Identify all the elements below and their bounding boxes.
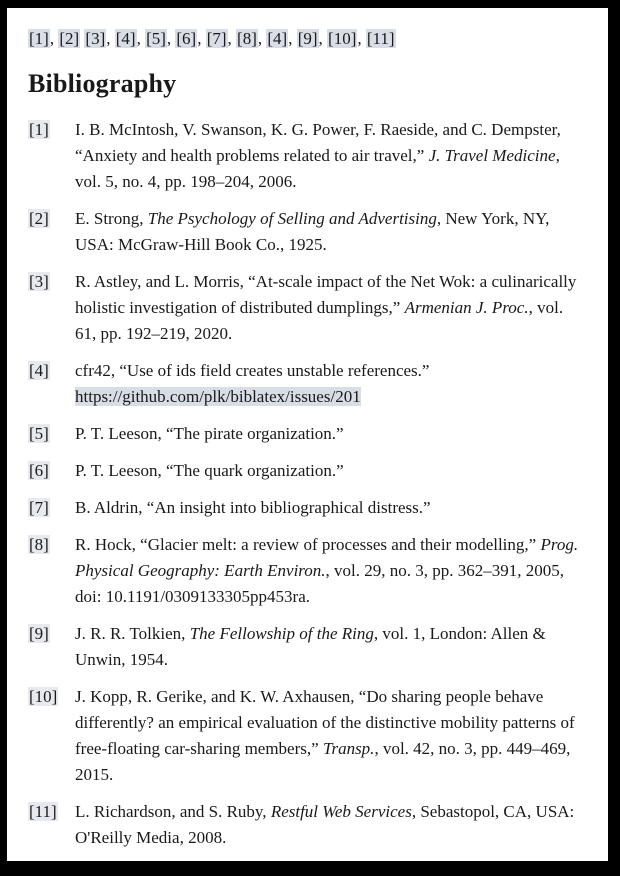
entry-label: [4] (29, 361, 49, 380)
entry-text (75, 269, 585, 347)
citation-separator: , (166, 29, 176, 48)
citation-separator: , (257, 29, 267, 48)
entry-label-column (28, 799, 75, 825)
entry-text-segment: , vol. 5, no. 4, pp. 198–204, 2006. (75, 146, 560, 191)
entry-text (75, 684, 585, 788)
italic-title: J. Travel Medicine (428, 146, 556, 165)
citation-link[interactable]: [11] (366, 29, 395, 48)
bibliography-entry (28, 206, 585, 258)
citation-separator: , (288, 29, 297, 48)
entry-label: [3] (29, 272, 49, 291)
entry-label: [7] (29, 498, 49, 517)
entry-text-segment: E. Strong, (75, 209, 148, 228)
entry-label: [6] (29, 461, 49, 480)
bibliography-entry (28, 421, 585, 447)
entry-label-column (28, 495, 75, 521)
entry-text (75, 358, 585, 410)
bibliography-entry (28, 117, 585, 195)
entry-label-column (28, 532, 75, 558)
entry-text (75, 495, 585, 521)
citation-separator: , (318, 29, 328, 48)
entry-text (75, 799, 585, 851)
entry-label-column (28, 206, 75, 232)
citation-link[interactable]: [9] (297, 29, 318, 48)
italic-title: Restful Web Services (270, 802, 412, 821)
entry-url-link[interactable]: https://github.com/plk/biblatex/issues/201 (75, 387, 361, 406)
entry-text-segment: L. Richardson, and S. Ruby, (75, 802, 271, 821)
entry-text-segment: R. Astley, and L. Morris, “At-scale impact of the Net Wok: a culinarically holistic investigation of distributed dumplings,” (75, 272, 577, 317)
entry-text (75, 532, 585, 610)
bibliography-entry (28, 495, 585, 521)
entry-label: [1] (29, 120, 49, 139)
entry-text-segment: P. T. Leeson, “The quark organization.” (75, 461, 344, 480)
italic-title: Prog. Physical Geography: Earth Environ. (75, 535, 579, 580)
entry-text-segment: J. Kopp, R. Gerike, and K. W. Axhausen, “Do sharing people behave differently? an empirical evaluation of the distinctive mobility patterns of free-floating car-sharing members,” (75, 687, 575, 758)
italic-title: The Fellowship of the Ring (189, 624, 374, 643)
citation-link[interactable]: [3] (85, 29, 106, 48)
citation-link[interactable]: [4] (267, 29, 288, 48)
entry-text-segment: J. R. R. Tolkien, (75, 624, 190, 643)
citation-link[interactable]: [8] (237, 29, 257, 48)
bibliography-entry (28, 358, 585, 410)
citation-link[interactable]: [10] (328, 29, 357, 48)
document-page (7, 8, 608, 861)
entry-text-segment: B. Aldrin, “An insight into bibliographical distress.” (75, 498, 431, 517)
entry-label-column (28, 117, 75, 143)
entry-text-segment: , vol. 1, London: Allen & Unwin, 1954. (75, 624, 546, 669)
bibliography-heading: Bibliography (28, 69, 177, 98)
bibliography-list (28, 117, 585, 851)
entry-text (75, 206, 585, 258)
citation-link[interactable]: [7] (206, 29, 227, 48)
entry-text-segment: I. B. McIntosh, V. Swanson, K. G. Power, F. Raeside, and C. Dempster, “Anxiety and health problems related to air travel,” (75, 120, 561, 165)
citation-separator: , (197, 29, 206, 48)
citation-link[interactable]: [1] (29, 29, 49, 48)
entry-text-segment: P. T. Leeson, “The pirate organization.” (75, 424, 344, 443)
citation-link[interactable]: [4] (115, 29, 136, 48)
bibliography-entry (28, 684, 585, 788)
citation-link[interactable]: [2] (59, 29, 80, 48)
entry-text (75, 458, 585, 484)
entry-label: [2] (29, 209, 49, 228)
entry-text-segment: R. Hock, “Glacier melt: a review of processes and their modelling,” (75, 535, 541, 554)
citation-separator: , (49, 29, 59, 48)
entry-label-column (28, 621, 75, 647)
entry-text-segment: , vol. 61, pp. 192–219, 2020. (75, 298, 564, 343)
bibliography-entry (28, 799, 585, 851)
citation-separator: , (136, 29, 146, 48)
citation-link[interactable]: [6] (176, 29, 197, 48)
italic-title: Transp. (322, 739, 375, 758)
entry-label-column (28, 421, 75, 447)
entry-text (75, 621, 585, 673)
bibliography-entry (28, 269, 585, 347)
entry-label: [8] (29, 535, 49, 554)
entry-text-segment: , vol. 29, no. 3, pp. 362–391, 2005, doi: 10.1191/0309133305pp453ra. (75, 561, 565, 606)
bibliography-entry (28, 458, 585, 484)
citation-link[interactable]: [5] (146, 29, 166, 48)
citation-line (28, 26, 585, 52)
citation-separator: , (106, 29, 115, 48)
entry-label: [10] (29, 687, 58, 706)
entry-label-column (28, 358, 75, 384)
entry-text-segment: , New York, NY, USA: McGraw-Hill Book Co., 1925. (75, 209, 550, 254)
entry-text-segment: cfr42, “Use of ids field creates unstable references.” (75, 361, 430, 380)
entry-label-column (28, 269, 75, 295)
entry-label: [11] (29, 802, 57, 821)
italic-title: Armenian J. Proc. (404, 298, 529, 317)
bibliography-entry (28, 621, 585, 673)
entry-text (75, 117, 585, 195)
bibliography-entry (28, 532, 585, 610)
entry-text-segment: , vol. 42, no. 3, pp. 449–469, 2015. (75, 739, 571, 784)
citation-separator: , (357, 29, 366, 48)
citation-separator: , (227, 29, 237, 48)
entry-text (75, 421, 585, 447)
entry-text-segment: , Sebastopol, CA, USA: O'Reilly Media, 2008. (75, 802, 575, 847)
italic-title: The Psychology of Selling and Advertising (147, 209, 437, 228)
entry-label: [5] (29, 424, 49, 443)
entry-label: [9] (29, 624, 49, 643)
entry-label-column (28, 684, 75, 710)
entry-label-column (28, 458, 75, 484)
